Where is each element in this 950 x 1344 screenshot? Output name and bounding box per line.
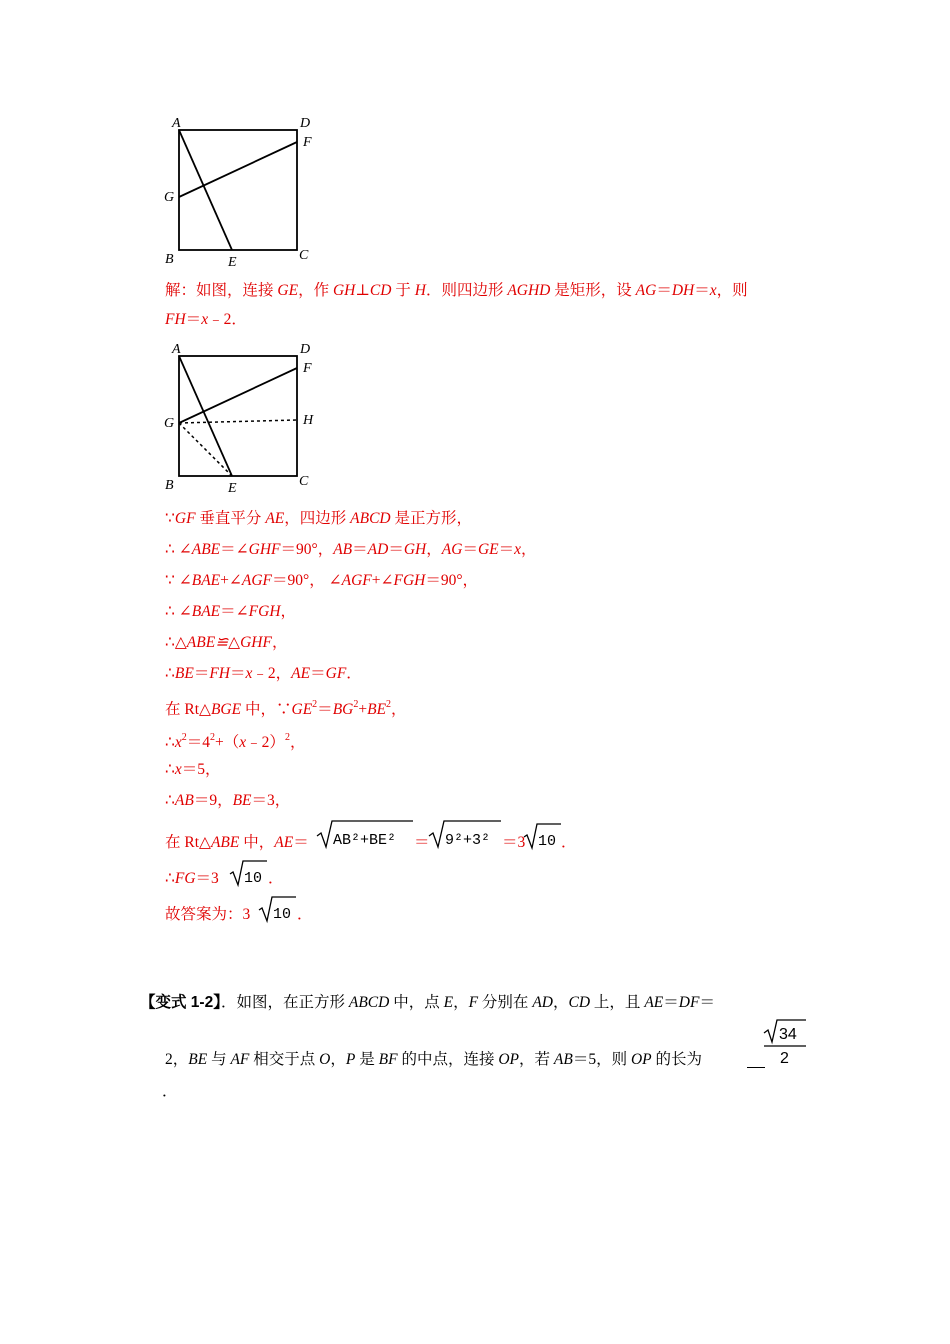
label-e: E: [228, 481, 237, 496]
label-c: C: [299, 248, 309, 263]
proof-line-8: $\therefore x^2=4^2+(x﹣2)^2$，: [165, 732, 306, 751]
radicand-10: 10: [244, 870, 263, 887]
answer-line: 故答案为：3: [165, 906, 251, 923]
label-f: F: [303, 135, 312, 150]
label-g: G: [164, 416, 175, 431]
sqrt-9-3: [427, 818, 503, 850]
dashed-ge: [179, 423, 232, 476]
label-h: H: [303, 413, 314, 428]
proof-line-2: ∴ ∠ABE＝∠GHF＝90°，AB＝AD＝GH，AG＝GE＝x，: [165, 541, 537, 558]
label-d: D: [300, 116, 311, 131]
variant-tag: 【变式 1-2】: [140, 994, 221, 1011]
proof-line-9: ∴x＝5，: [165, 761, 221, 778]
label-c: C: [299, 474, 309, 489]
label-g: G: [164, 190, 175, 205]
label-a: A: [172, 342, 181, 357]
square-abcd: [179, 130, 297, 250]
variant-period: ．: [162, 1083, 178, 1100]
answer-denominator: 2: [780, 1050, 789, 1067]
segment-ae: [179, 130, 232, 250]
radicand-9-3: 9²+3²: [445, 832, 491, 849]
radicand-10: 10: [538, 833, 557, 850]
answer-fraction: [762, 1018, 810, 1070]
proof-line-3: ∵ ∠BAE+∠AGF＝90°， ∠AGF+∠FGH＝90°，: [165, 572, 479, 589]
proof-line-5: ∴△ABE≌△GHF，: [165, 634, 288, 651]
sqrt-10-c: [258, 894, 298, 924]
solution-line-1: 解：如图，连接 GE，作 GH⊥CD 于 H．则四边形 AGHD 是矩形，设 AG＝DH＝x，则: [165, 282, 748, 299]
dashed-gh: [179, 420, 297, 423]
eq-three: ＝3: [502, 834, 526, 851]
square-abcd: [179, 356, 297, 476]
figure-square-2: [160, 336, 320, 496]
variant-line-2: 2，BE 与 AF 相交于点 O，P 是 BF 的中点，连接 OP，若 AB＝5，则 OP 的长为: [165, 1051, 703, 1068]
radicand-10: 10: [273, 906, 292, 923]
proof-line-11: 在 Rt△ABE 中，AE＝: [165, 834, 309, 851]
figure-square-1: [160, 110, 320, 270]
proof-line-10: ∴AB＝9，BE＝3，: [165, 792, 291, 809]
label-f: F: [303, 361, 312, 376]
label-a: A: [172, 116, 181, 131]
proof-line-4: ∴ ∠BAE＝∠FGH，: [165, 603, 297, 620]
label-d: D: [300, 342, 311, 357]
radicand-ab-be: AB²+BE²: [333, 832, 397, 849]
proof-line-1: ∵GF 垂直平分 AE，四边形 ABCD 是正方形，: [165, 510, 472, 527]
label-b: B: [165, 252, 174, 267]
period-13: ．: [297, 906, 313, 923]
sqrt-10-b: [229, 858, 269, 888]
solution-line-2: FH＝x﹣2．: [165, 311, 247, 328]
eq-sign-2: ＝: [414, 834, 430, 851]
period-11: ．: [561, 834, 577, 851]
variant-line-1: 【变式 1-2】．如图，在正方形 ABCD 中，点 E，F 分别在 AD，CD 上，且 AE＝DF＝: [140, 994, 715, 1011]
label-b: B: [165, 478, 174, 493]
proof-line-12: ∴FG＝3: [165, 870, 219, 887]
sqrt-ab2-be2: [315, 818, 415, 850]
segment-ae: [179, 356, 232, 476]
label-e: E: [228, 255, 237, 270]
answer-numerator: 34: [779, 1026, 797, 1043]
period-12: ．: [268, 870, 284, 887]
sqrt-10-a: [523, 821, 563, 851]
proof-line-7: 在 Rt△BGE 中，$\because GE^2=BG^2+BE^2$，: [165, 699, 407, 718]
proof-line-6: ∴BE＝FH＝x﹣2，AE＝GF．: [165, 665, 362, 682]
